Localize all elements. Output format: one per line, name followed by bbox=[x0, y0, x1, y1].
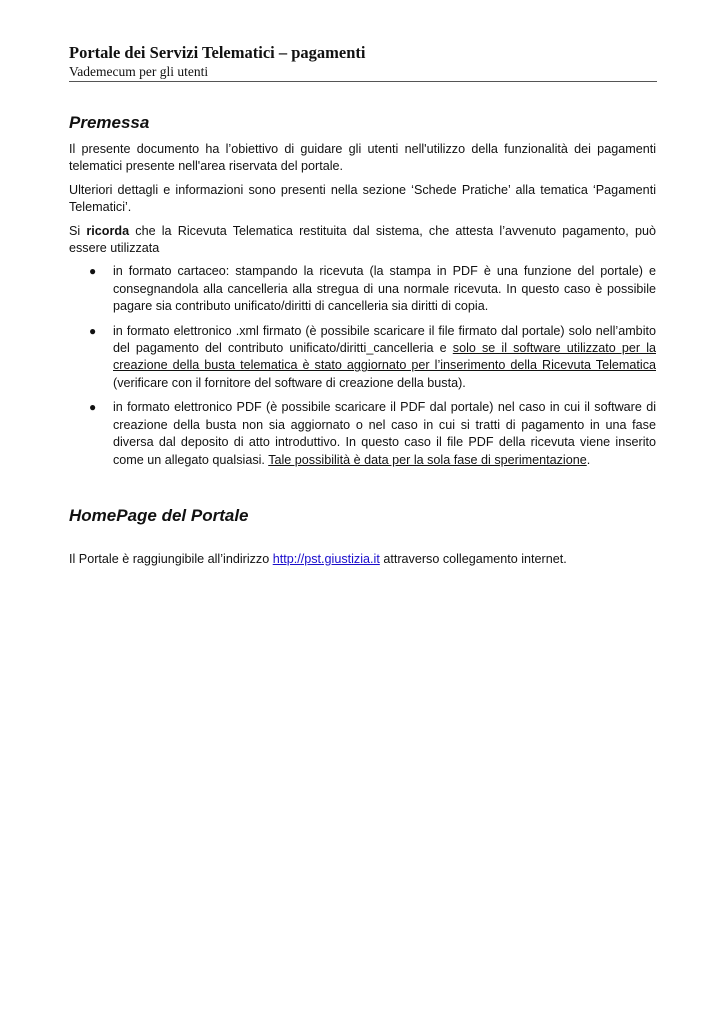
usage-list bbox=[69, 263, 656, 468]
header-subtitle: Vademecum per gli utenti bbox=[69, 64, 209, 79]
paragraph-intro: Il presente documento ha l’obiettivo di guidare gli utenti nell'utilizzo della funzionalità dei pagamenti telematici presente nell'area riservata del portale. bbox=[69, 142, 656, 174]
list-item bbox=[69, 399, 656, 469]
list-item-underlined: solo se il software utilizzato per la creazione della busta telematica è stato aggiornato per l’inserimento della Ricevuta Telematica bbox=[113, 341, 657, 373]
portal-link[interactable]: http://pst.giustizia.it bbox=[272, 551, 380, 566]
list-item-tail: . bbox=[586, 452, 591, 467]
bullet-icon: ● bbox=[89, 400, 97, 415]
ricorda-bold: ricorda bbox=[86, 223, 130, 238]
paragraph-homepage bbox=[69, 551, 656, 568]
heading-premessa: Premessa bbox=[69, 113, 150, 132]
bullet-icon: ● bbox=[89, 264, 97, 279]
ricorda-post: che la Ricevuta Telematica restituita dal sistema, che attesta l’avvenuto pagamento, può essere utilizzata bbox=[69, 223, 656, 256]
list-item-text: in formato elettronico .xml firmato (è possibile scaricare il file firmato dal portale) solo nell’ambito del pagamento del contributo unificato/diritti_cancelleria e bbox=[113, 323, 656, 356]
list-item-underlined: Tale possibilità è data per la sola fase di sperimentazione bbox=[268, 452, 587, 467]
homepage-text-post: attraverso collegamento internet. bbox=[379, 551, 567, 566]
paragraph-details: Ulteriori dettagli e informazioni sono presenti nella sezione ‘Schede Pratiche’ alla tematica ‘Pagamenti Telematici’. bbox=[69, 182, 656, 215]
page-header bbox=[69, 42, 657, 82]
document-body bbox=[69, 112, 656, 574]
list-item-text: in formato elettronico PDF (è possibile scaricare il PDF dal portale) nel caso in cui il software di creazione della busta non sia aggiornato o nel caso in cui si tratti di pagamento in una fase diversa dal deposito di atto introduttivo. In questo caso il file PDF della ricevuta viene inserito come un allegato qualsiasi. bbox=[113, 400, 656, 467]
heading-homepage: HomePage del Portale bbox=[69, 505, 249, 525]
list-item-tail: (verificare con il fornitore del software di creazione della busta). bbox=[113, 375, 466, 390]
list-item-text: in formato cartaceo: stampando la ricevuta (la stampa in PDF è una funzione del portale) e consegnandola alla cancelleria alla stregua di una normale ricevuta. In questo caso è possibile pagare sia contributo unificato/diritti di cancelleria sia diritti di copia. bbox=[113, 264, 656, 314]
header-title: Portale dei Servizi Telematici – pagamenti bbox=[69, 43, 366, 62]
paragraph-ricorda bbox=[69, 223, 656, 258]
list-item bbox=[69, 323, 656, 393]
ricorda-pre: Si bbox=[69, 223, 87, 238]
homepage-text-pre: Il Portale è raggiungibile all’indirizzo bbox=[69, 551, 273, 566]
bullet-icon: ● bbox=[89, 323, 97, 338]
list-item bbox=[69, 263, 656, 315]
